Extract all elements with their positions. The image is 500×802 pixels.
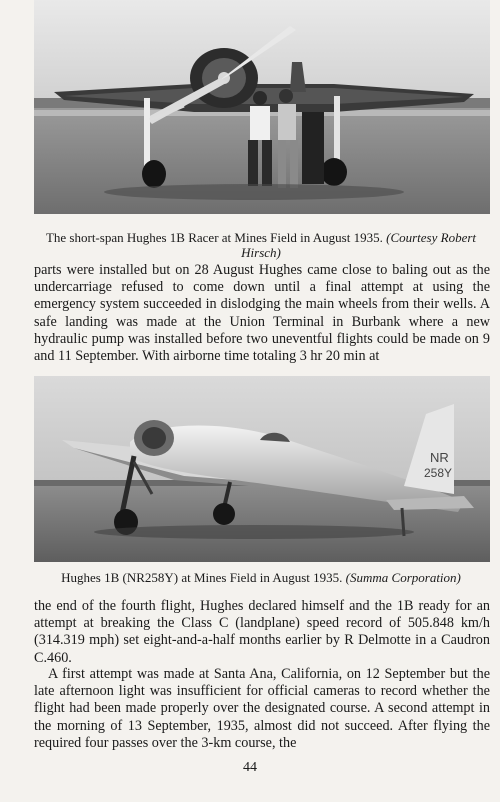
figure-2-caption-text: Hughes 1B (NR258Y) at Mines Field in August 1935.	[61, 570, 346, 585]
body-paragraph-1: parts were installed but on 28 August Hughes came close to baling out as the undercarriage refused to come down until a final attempt at using the emergency system succeeded in dislodging the main wheels from their wells. A safe landing was made at the Union Terminal in Burbank where a new hydraulic pump was installed before two uneventful flights could be made on 9 and 11 September. With airborne time totaling 3 hr 20 min at	[34, 262, 490, 365]
photo-hughes-1b-side-image	[34, 376, 490, 562]
photo-hughes-racer-front-image	[34, 0, 490, 214]
figure-2-caption	[30, 570, 492, 585]
figure-1-caption	[30, 230, 492, 260]
tail-registration-line1: NR	[430, 450, 449, 465]
body-paragraph-3: A first attempt was made at Santa Ana, California, on 12 September but the late afternoon light was insufficient for official cameras to record whether the flight had been made properly over the designated course. A second attempt in the morning of 13 September, 1935, almost did not succeed. After flying the required four passes over the 3-km course, the	[34, 666, 490, 751]
page-number: 44	[243, 760, 257, 775]
photo-hughes-racer-front	[34, 0, 490, 214]
body-paragraph-2: the end of the fourth flight, Hughes declared himself and the 1B ready for an attempt at breaking the Class C (landplane) speed record of 505.848 km/h (314.319 mph) set eight-and-a-half months earlier by R Delmotte in a Caudron C.460.	[34, 598, 490, 666]
figure-1-caption-text: The short-span Hughes 1B Racer at Mines Field in August 1935.	[45, 230, 387, 245]
figure-1-caption-credit: (Courtesy Robert Hirsch)	[241, 230, 477, 260]
figure-2-caption-credit: (Summa Corporation)	[345, 570, 461, 585]
photo-hughes-1b-side	[34, 376, 490, 562]
tail-registration-line2: 258Y	[424, 466, 453, 480]
